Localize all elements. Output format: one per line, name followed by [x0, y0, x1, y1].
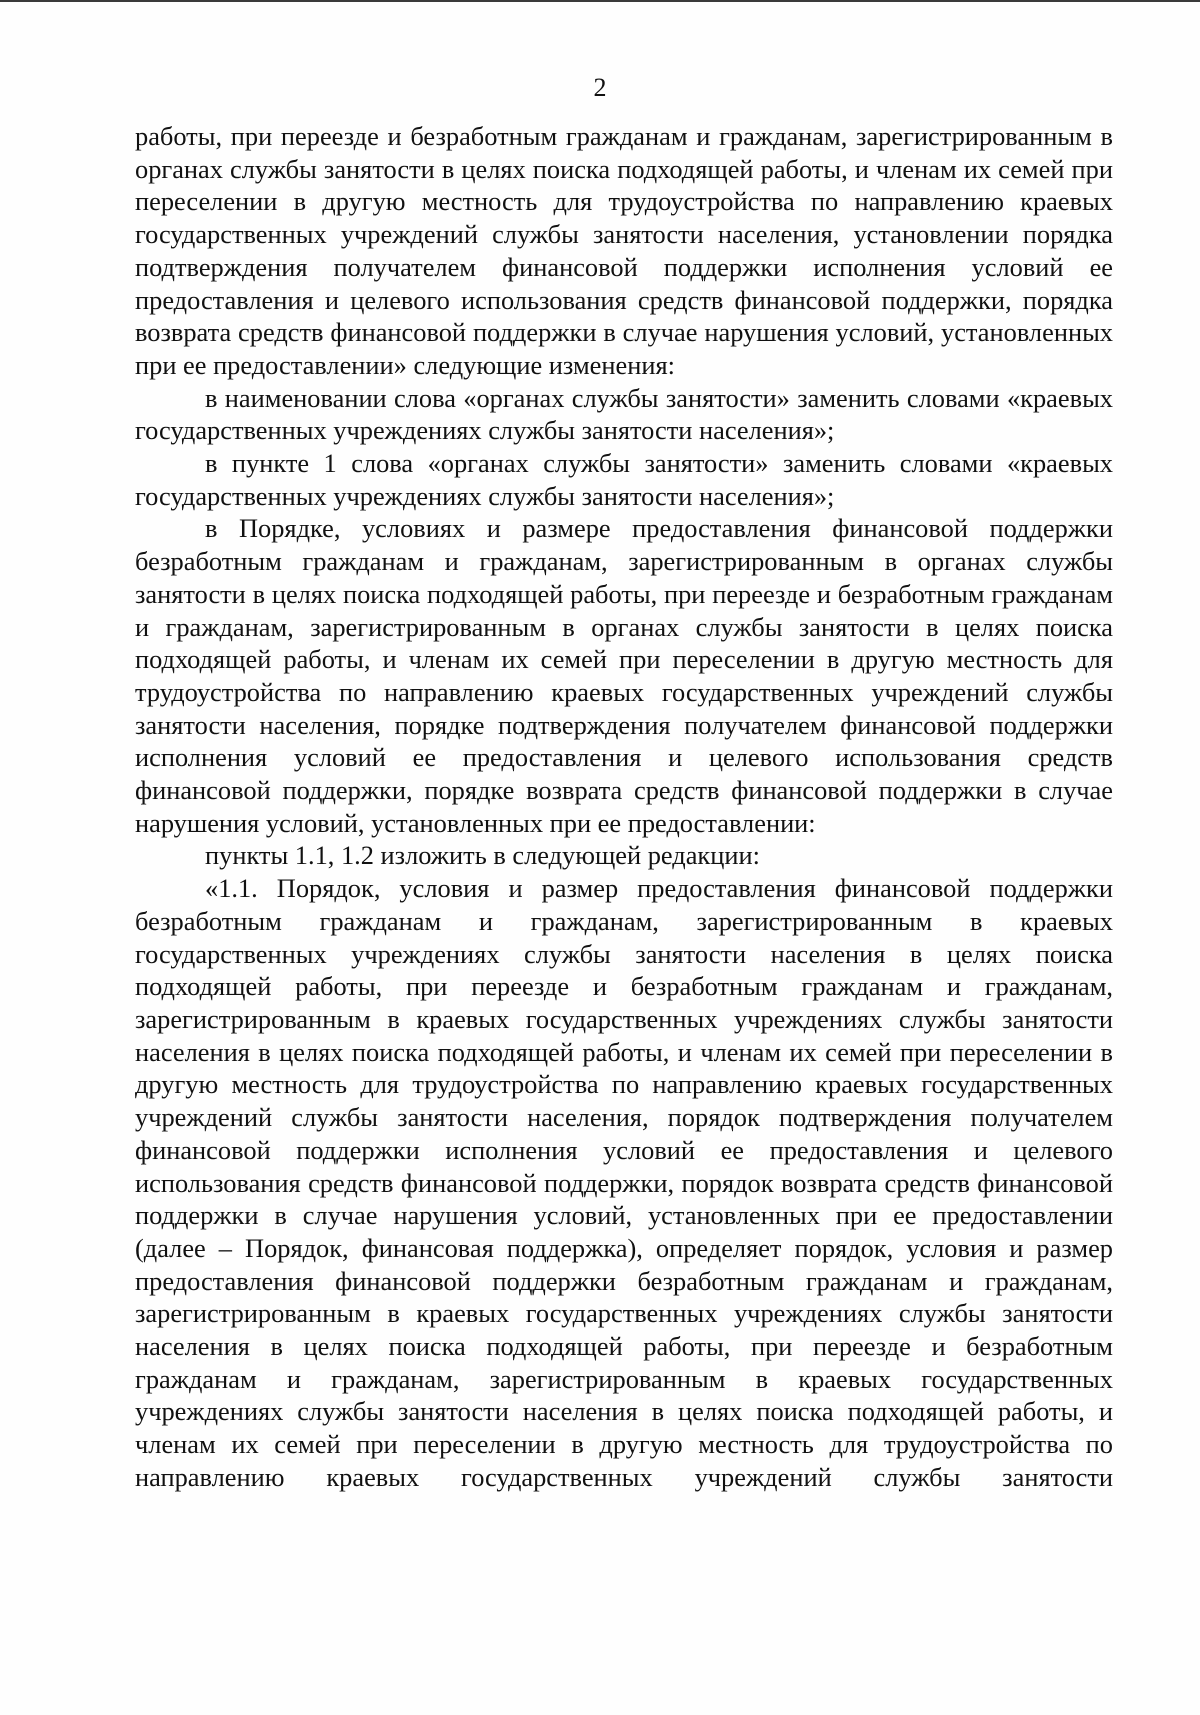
document-body	[135, 120, 1113, 1494]
page-number: 2	[593, 73, 607, 102]
paragraph-points-restatement: пункты 1.1, 1.2 изложить в следующей редакции:	[205, 840, 760, 871]
paragraph-procedure-amendment: в Порядке, условиях и размере предоставления финансовой поддержки безработным гражданам и гражданам, зарегистрированным в органах службы занятости в целях поиска подходящей работы, при переезде и безработным гражданам и гражданам, зарегистрированным в органах службы занятости в целях поиска подходящей работы, и членам их семей при переселении в другую местность для трудоустройства по направлению краевых государственных учреждений службы занятости населения, порядке подтверждения получателем финансовой поддержки исполнения условий ее предоставления и целевого использования средств финансовой поддержки, порядке возврата средств финансовой поддержки в случае нарушения условий, установленных при ее предоставлении:	[135, 513, 1113, 838]
paragraph-title-amendment: в наименовании слова «органах службы занятости» заменить словами «краевых государственных учреждениях службы занятости населения»;	[135, 382, 1113, 446]
page-top-edge	[0, 0, 1200, 2]
paragraph-point-1-amendment: в пункте 1 слова «органах службы занятости» заменить словами «краевых государственных учреждениях службы занятости населения»;	[135, 448, 1113, 511]
paragraph-continuation: работы, при переезде и безработным гражданам и гражданам, зарегистрированным в органах службы занятости в целях поиска подходящей работы, и членам их семей при переселении в другую местность для трудоустройства по направлению краевых государственных учреждений службы занятости населения, установлении порядка подтверждения получателем финансовой поддержки исполнения условий ее предоставления и целевого использования средств финансовой поддержки, порядка возврата средств финансовой поддержки в случае нарушения условий, установленных при ее предоставлении» следующие изменения:	[135, 121, 1113, 380]
paragraph-point-1-1: «1.1. Порядок, условия и размер предоставления финансовой поддержки безработным гражданам и гражданам, зарегистрированным в краевых государственных учреждениях службы занятости населения в целях поиска подходящей работы, при переезде и безработным гражданам и гражданам, зарегистрированным в краевых государственных учреждениях службы занятости населения в целях поиска подходящей работы, и членам их семей при переселении в другую местность для трудоустройства по направлению краевых государственных учреждений службы занятости населения, порядок подтверждения получателем финансовой поддержки исполнения условий ее предоставления и целевого использования средств финансовой поддержки, порядок возврата средств финансовой поддержки в случае нарушения условий, установленных при ее предоставлении (далее – Порядок, финансовая поддержка), определяет порядок, условия и размер предоставления финансовой поддержки безработным гражданам и гражданам, зарегистрированным в краевых государственных учреждениях службы занятости населения в целях поиска подходящей работы, при переезде и безработным гражданам и гражданам, зарегистрированным в краевых государственных учреждениях службы занятости населения в целях поиска подходящей работы, и членам их семей при переселении в другую местность для трудоустройства по направлению краевых государственных учреждений службы занятости	[135, 873, 1113, 1492]
